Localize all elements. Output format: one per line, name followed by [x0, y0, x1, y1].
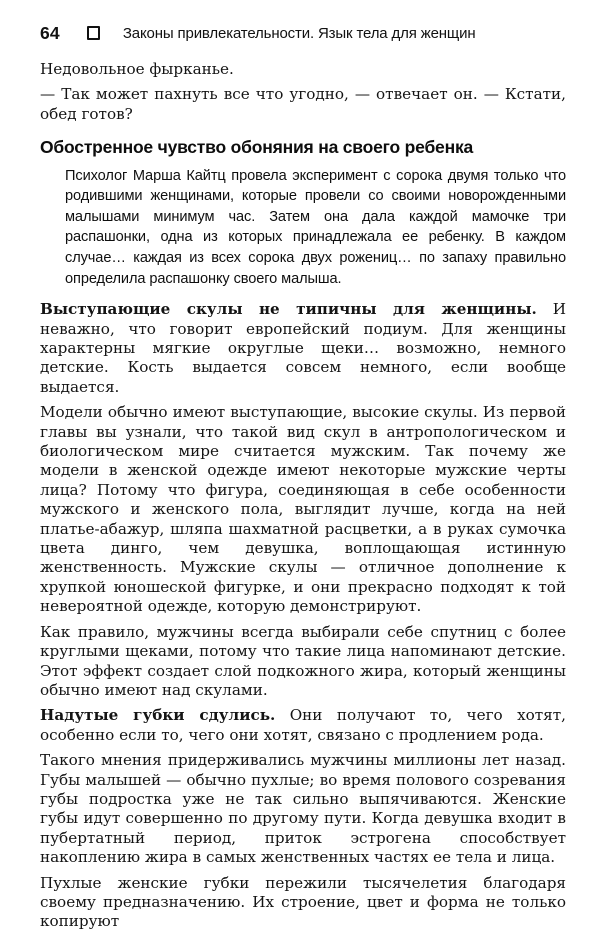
paragraph-with-lead: [40, 300, 566, 397]
paragraph: Модели обычно имеют выступающие, высокие скулы. Из первой главы вы узнали, что такой вид скул в антропологическом и биологическом мире считается мужским. Так почему же модели в женской одежде имеют некоторые мужские черты лица? Потому что фигура, соединяющая в себе особенности мужского и женского пола, выглядит лучше, когда на ней платье-абажур, шляпа шахматной расцветки, а в руках сумочка цвета динго, чем девушка, воплощающая истинную женственность. Мужские скулы — отличное дополнение к хрупкой юношеской фигурке, и они прекрасно подходят к той невероятной одежде, которую демонстрируют.: [40, 403, 566, 616]
paragraph-rest: Они получают то, чего хотят, особенно если то, чего они хотят, связано с продлением рода.: [40, 706, 566, 744]
paragraph-dialogue: — Так может пахнуть все что угодно, — отвечает он. — Кстати, обед готов?: [40, 85, 566, 123]
page-body: [40, 60, 566, 932]
paragraph-with-lead: [40, 706, 566, 745]
square-bullet-icon: [87, 26, 100, 40]
book-title: Законы привлекательности. Язык тела для женщин: [122, 24, 476, 42]
blockquote: Психолог Марша Кайтц провела эксперимент с сорока двумя только что родившими женщинами, которые провели со своими новорожденными малышами минимум час. Затем она дала каждой мамочке три распашонки, одна из которых принадлежала ее ребенку. В каждом случае… каждая из всех сорока двух рожениц… по запаху правильно определила распашонку своего малыша.: [65, 167, 566, 287]
paragraph: Недовольное фырканье.: [40, 60, 234, 78]
paragraph-lead: Выступающие скулы не типичны для женщины.: [40, 300, 537, 319]
paragraph: Как правило, мужчины всегда выбирали себе спутниц с более круглыми щеками, потому что такие лица напоминают детские. Этот эффект создает слой подкожного жира, который женщины обычно имеют над скулами.: [40, 622, 566, 699]
page-number: 64: [40, 22, 60, 43]
paragraph-rest: И неважно, что говорит европейский подиум. Для женщины характерны мягкие округлые щеки… возможно, немного детские. Кость выдается совсем немного, если вообще выдается.: [40, 300, 566, 396]
paragraph: Пухлые женские губки пережили тысячелетия благодаря своему предназначению. Их строение, цвет и форма не только копируют: [40, 873, 566, 931]
section-heading: Обостренное чувство обоняния на своего ребенка: [40, 137, 474, 158]
paragraph: Такого мнения придерживались мужчины миллионы лет назад. Губы малышей — обычно пухлые; во время полового созревания губы подростка уже не так сильно выпячиваются. Женские губы идут совершенно по другому пути. Когда девушка входит в пубертатный период, приток эстрогена способствует накоплению жира в самых женственных частях ее тела и лица.: [40, 751, 566, 867]
paragraph-lead: Надутые губки сдулись.: [40, 706, 276, 725]
running-header: [40, 22, 566, 44]
